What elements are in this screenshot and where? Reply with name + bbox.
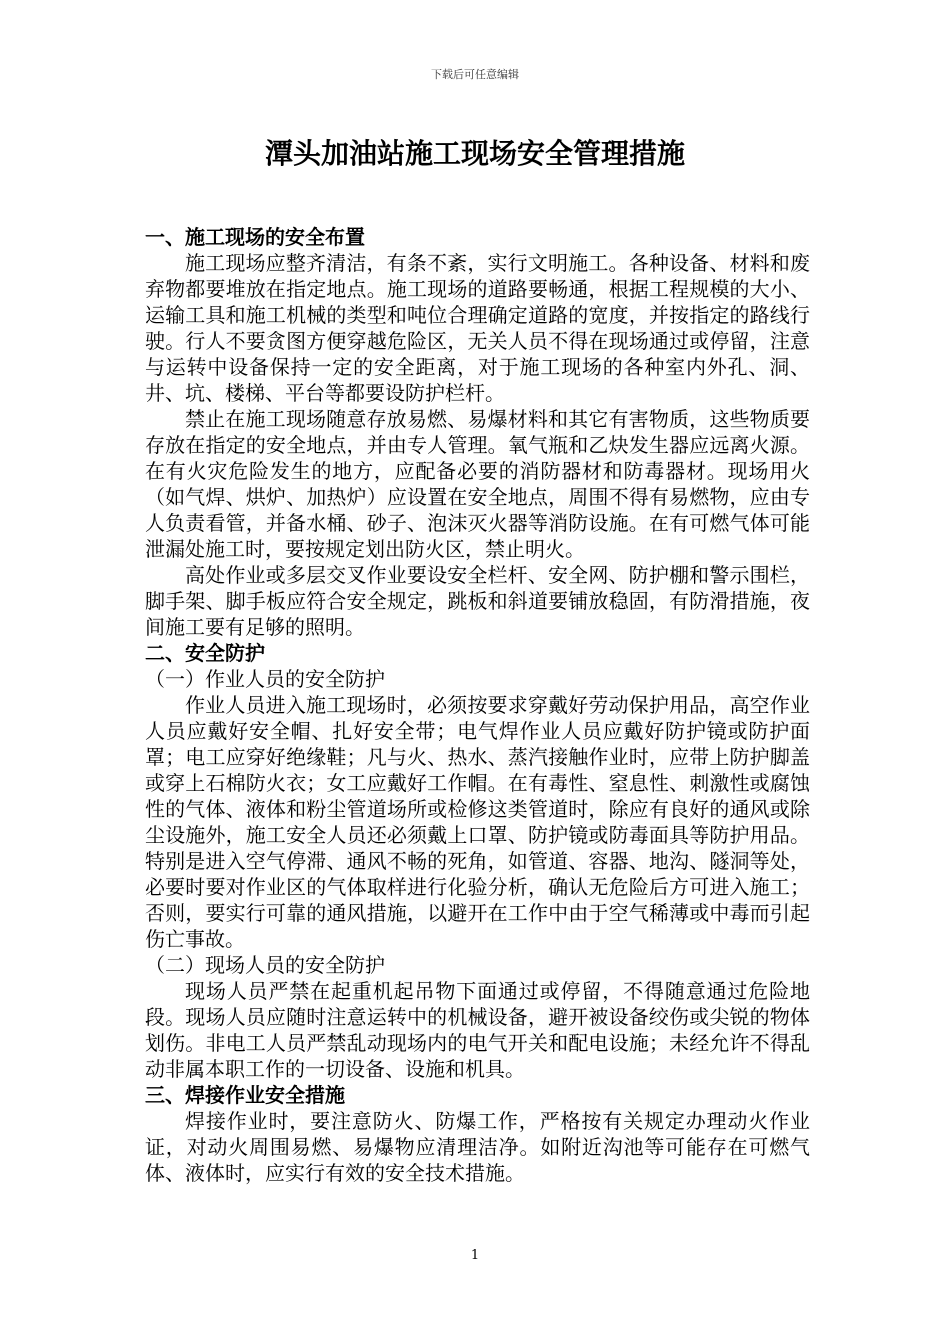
paragraph: 施工现场应整齐清洁，有条不紊，实行文明施工。各种设备、材料和废弃物都要堆放在指定地点。施工现场的道路要畅通，根据工程规模的大小、运输工具和施工机械的类型和吨位合理确定道路的宽度，并按指定的路线行驶。行人不要贪图方便穿越危险区，无关人员不得在现场通过或停留，注意与运转中设备保持一定的安全距离，对于施工现场的各种室内外孔、洞、井、坑、楼梯、平台等都要设防护栏杆。 <box>145 251 810 405</box>
document-title: 潭头加油站施工现场安全管理措施 <box>264 137 685 170</box>
document-body <box>145 224 810 1186</box>
paragraph: 焊接作业时，要注意防火、防爆工作，严格按有关规定办理动火作业证，对动火周围易燃、易爆物应清理洁净。如附近沟池等可能存在可燃气体、液体时，应实行有效的安全技术措施。 <box>145 1109 810 1185</box>
subsection-heading: （一）作业人员的安全防护 <box>145 667 385 691</box>
paragraph: 现场人员严禁在起重机起吊物下面通过或停留，不得随意通过危险地段。现场人员应随时注意运转中的机械设备，避开被设备绞伤或尖锐的物体划伤。非电工人员严禁乱动现场内的电气开关和配电设施；未经允许不得乱动非属本职工作的一切设备、设施和机具。 <box>145 979 810 1081</box>
paragraph: 作业人员进入施工现场时，必须按要求穿戴好劳动保护用品，高空作业人员应戴好安全帽、扎好安全带；电气焊作业人员应戴好防护镜或防护面罩；电工应穿好绝缘鞋；凡与火、热水、蒸汽接触作业时，应带上防护脚盖或穿上石棉防火衣；女工应戴好工作帽。在有毒性、窒息性、刺激性或腐蚀性的气体、液体和粉尘管道场所或检修这类管道时，除应有良好的通风或除尘设施外，施工安全人员还必须戴上口罩、防护镜或防毒面具等防护用品。特别是进入空气停滞、通风不畅的死角，如管道、容器、地沟、隧洞等处，必要时要对作业区的气体取样进行化验分析，确认无危险后方可进入施工；否则，要实行可靠的通风措施，以避开在工作中由于空气稀薄或中毒而引起伤亡事故。 <box>145 693 810 951</box>
section-heading: 一、施工现场的安全布置 <box>145 225 365 249</box>
page-header: 下载后可任意编辑 <box>431 68 519 81</box>
paragraph: 禁止在施工现场随意存放易燃、易爆材料和其它有害物质，这些物质要存放在指定的安全地点，并由专人管理。氧气瓶和乙炔发生器应远离火源。在有火灾危险发生的地方，应配备必要的消防器材和防毒器材。现场用火（如气焊、烘炉、加热炉）应设置在安全地点，周围不得有易燃物，应由专人负责看管，并备水桶、砂子、泡沫灭火器等消防设施。在有可燃气体可能泄漏处施工时，要按规定划出防火区，禁止明火。 <box>145 407 810 561</box>
paragraph: 高处作业或多层交叉作业要设安全栏杆、安全网、防护棚和警示围栏，脚手架、脚手板应符合安全规定，跳板和斜道要铺放稳固，有防滑措施，夜间施工要有足够的照明。 <box>145 563 810 639</box>
section-heading: 三、焊接作业安全措施 <box>145 1083 345 1107</box>
subsection-heading: （二）现场人员的安全防护 <box>145 953 385 977</box>
section-heading: 二、安全防护 <box>145 641 265 665</box>
page-number: 1 <box>470 1248 480 1263</box>
